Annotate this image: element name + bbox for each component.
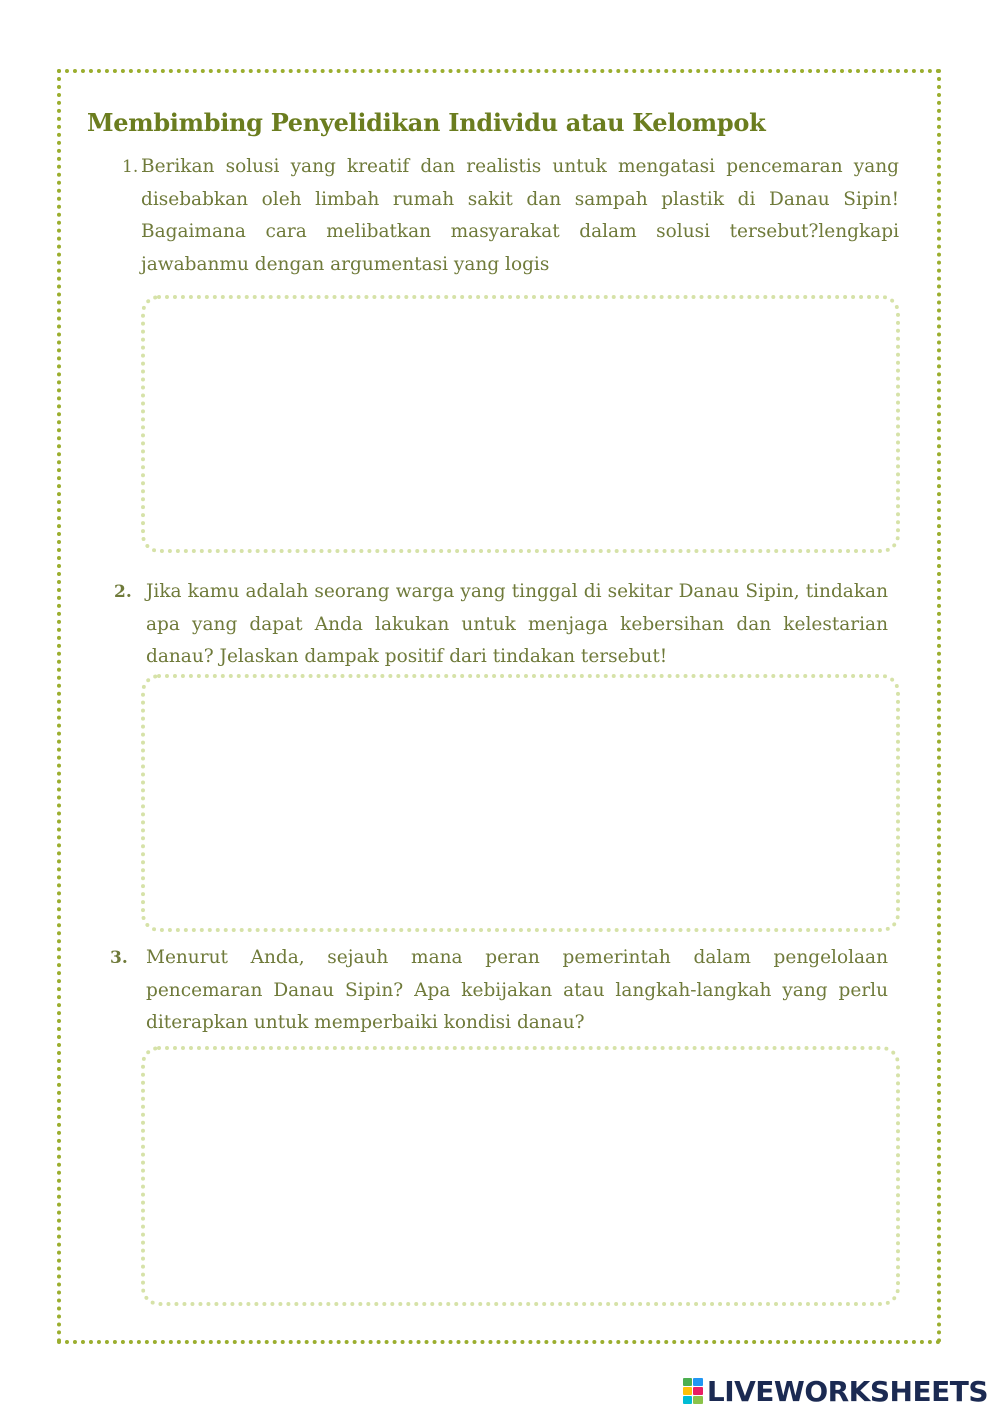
- question-2-number: 2.: [114, 582, 132, 602]
- liveworksheets-logo-icon: [683, 1378, 703, 1404]
- question-2-text: Jika kamu adalah seorang warga yang tinggal di sekitar Danau Sipin, tindakan apa yang dapat Anda lakukan untuk menjaga kebersihan dan kelestarian danau? Jelaskan dampak positif dari tindakan tersebut!: [146, 581, 888, 667]
- question-3-number: 3.: [110, 948, 128, 968]
- liveworksheets-logo: [683, 1374, 988, 1408]
- question-1-text: Berikan solusi yang kreatif dan realistis untuk mengatasi pencemaran yang disebabkan oleh limbah rumah sakit dan sampah plastik di Danau Sipin! Bagaimana cara melibatkan masyarakat dalam solusi tersebut?lengkapi jawabanmu dengan argumentasi yang logis: [141, 156, 899, 275]
- question-3-text: Menurut Anda, sejauh mana peran pemerintah dalam pengelolaan pencemaran Danau Sipin? Apa kebijakan atau langkah-langkah yang perlu diterapkan untuk memperbaiki kondisi danau?: [146, 947, 888, 1033]
- answer-box-3[interactable]: [141, 1046, 900, 1306]
- answer-box-2[interactable]: [141, 674, 900, 932]
- page-title: Membimbing Penyelidikan Individu atau Kelompok: [87, 108, 766, 137]
- question-1-number: 1.: [122, 157, 139, 177]
- brand-name: LIVEWORKSHEETS: [706, 1374, 988, 1408]
- answer-box-1[interactable]: [141, 295, 900, 553]
